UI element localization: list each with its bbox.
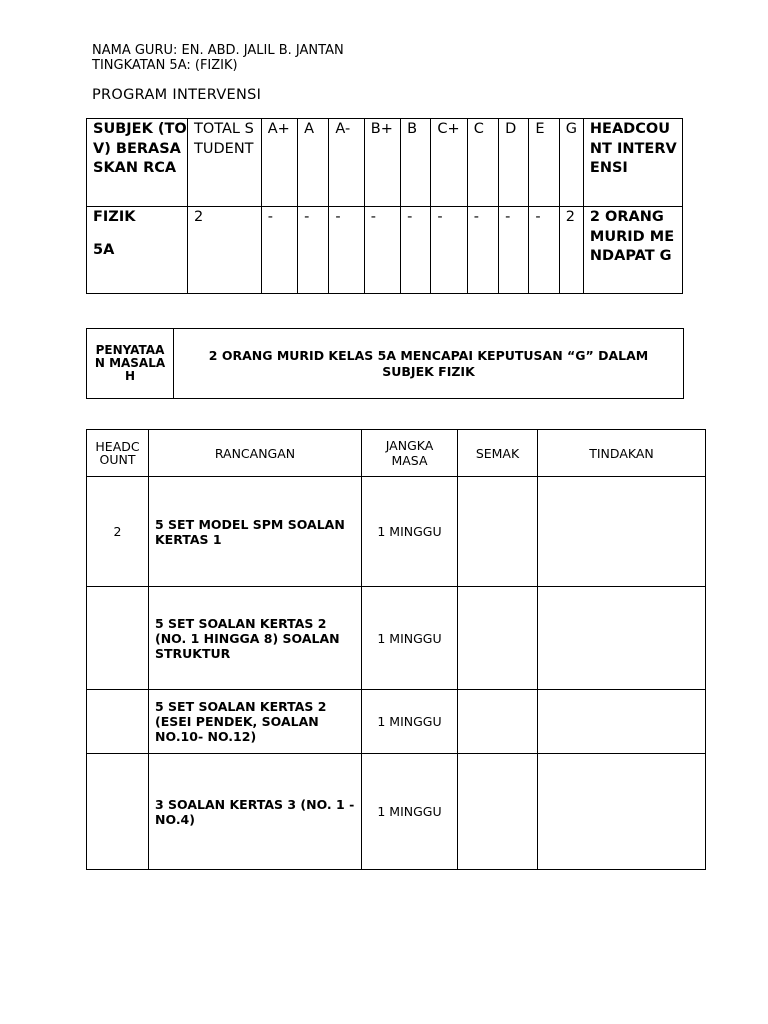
grade-table	[86, 118, 683, 294]
page-title: PROGRAM INTERVENSI	[92, 87, 262, 103]
grade-g-value: 2	[559, 207, 583, 294]
plan-row-semak	[458, 587, 538, 690]
grade-a-minus-value: -	[329, 207, 364, 294]
header-grade-a: A	[298, 119, 329, 207]
grade-table-data-row	[87, 207, 683, 294]
headcount-value: 2 ORANG MURID MENDAPAT G	[583, 207, 682, 294]
header-grade-c: C	[467, 119, 498, 207]
subject-cell	[87, 207, 188, 294]
plan-table	[86, 429, 706, 870]
plan-row	[87, 754, 706, 870]
header-headcount: HEADCOUNT INTERVENSI	[583, 119, 682, 207]
plan-row-semak	[458, 690, 538, 754]
plan-row-rancangan: 5 SET SOALAN KERTAS 2 (NO. 1 HINGGA 8) SOALAN STRUKTUR	[149, 587, 362, 690]
plan-row-headcount	[87, 690, 149, 754]
grade-table-header-row	[87, 119, 683, 207]
plan-row-rancangan: 3 SOALAN KERTAS 3 (NO. 1 - NO.4)	[149, 754, 362, 870]
grade-b-plus-value: -	[364, 207, 400, 294]
teacher-name: NAMA GURU: EN. ABD. JALIL B. JANTAN	[92, 43, 344, 58]
problem-statement-label: PENYATAAN MASALAH	[87, 329, 174, 399]
plan-row	[87, 690, 706, 754]
header-semak: SEMAK	[458, 430, 538, 477]
header-grade-d: D	[499, 119, 529, 207]
subject-class: 5A	[93, 241, 115, 258]
plan-row-rancangan: 5 SET MODEL SPM SOALAN KERTAS 1	[149, 477, 362, 587]
header-grade-a-plus: A+	[261, 119, 297, 207]
grade-c-plus-value: -	[431, 207, 467, 294]
plan-row-jangka-masa: 1 MINGGU	[362, 754, 458, 870]
plan-row-semak	[458, 477, 538, 587]
plan-row-jangka-masa: 1 MINGGU	[362, 587, 458, 690]
plan-row-tindakan	[538, 587, 706, 690]
header-jangka-masa: JANGKA MASA	[362, 430, 458, 477]
subject-name: FIZIK	[93, 209, 136, 225]
grade-d-value: -	[499, 207, 529, 294]
plan-row-headcount	[87, 754, 149, 870]
grade-a-value: -	[298, 207, 329, 294]
header-grade-c-plus: C+	[431, 119, 467, 207]
grade-a-plus-value: -	[261, 207, 297, 294]
plan-row-headcount	[87, 587, 149, 690]
header-grade-a-minus: A-	[329, 119, 364, 207]
problem-statement-text: 2 ORANG MURID KELAS 5A MENCAPAI KEPUTUSAN “G” DALAM SUBJEK FIZIK	[174, 329, 684, 399]
plan-row-headcount: 2	[87, 477, 149, 587]
header-grade-g: G	[559, 119, 583, 207]
plan-table-header-row	[87, 430, 706, 477]
header-grade-b-plus: B+	[364, 119, 400, 207]
plan-row	[87, 477, 706, 587]
problem-statement-table	[86, 328, 684, 399]
header-rancangan: RANCANGAN	[149, 430, 362, 477]
plan-row-tindakan	[538, 690, 706, 754]
plan-row-tindakan	[538, 477, 706, 587]
header-grade-b: B	[401, 119, 431, 207]
plan-row	[87, 587, 706, 690]
header-grade-e: E	[529, 119, 559, 207]
grade-b-value: -	[401, 207, 431, 294]
header-tindakan: TINDAKAN	[538, 430, 706, 477]
header-subject: SUBJEK (TOV) BERASASKAN RCA	[87, 119, 188, 207]
grade-c-value: -	[467, 207, 498, 294]
grade-e-value: -	[529, 207, 559, 294]
header-total-student: TOTAL STUDENT	[188, 119, 262, 207]
problem-statement-row	[87, 329, 684, 399]
plan-row-tindakan	[538, 754, 706, 870]
total-student-value: 2	[188, 207, 262, 294]
plan-row-rancangan: 5 SET SOALAN KERTAS 2 (ESEI PENDEK, SOALAN NO.10- NO.12)	[149, 690, 362, 754]
class-level: TINGKATAN 5A: (FIZIK)	[92, 58, 238, 73]
plan-row-semak	[458, 754, 538, 870]
plan-row-jangka-masa: 1 MINGGU	[362, 690, 458, 754]
header-headcount: HEADCOUNT	[87, 430, 149, 477]
plan-row-jangka-masa: 1 MINGGU	[362, 477, 458, 587]
